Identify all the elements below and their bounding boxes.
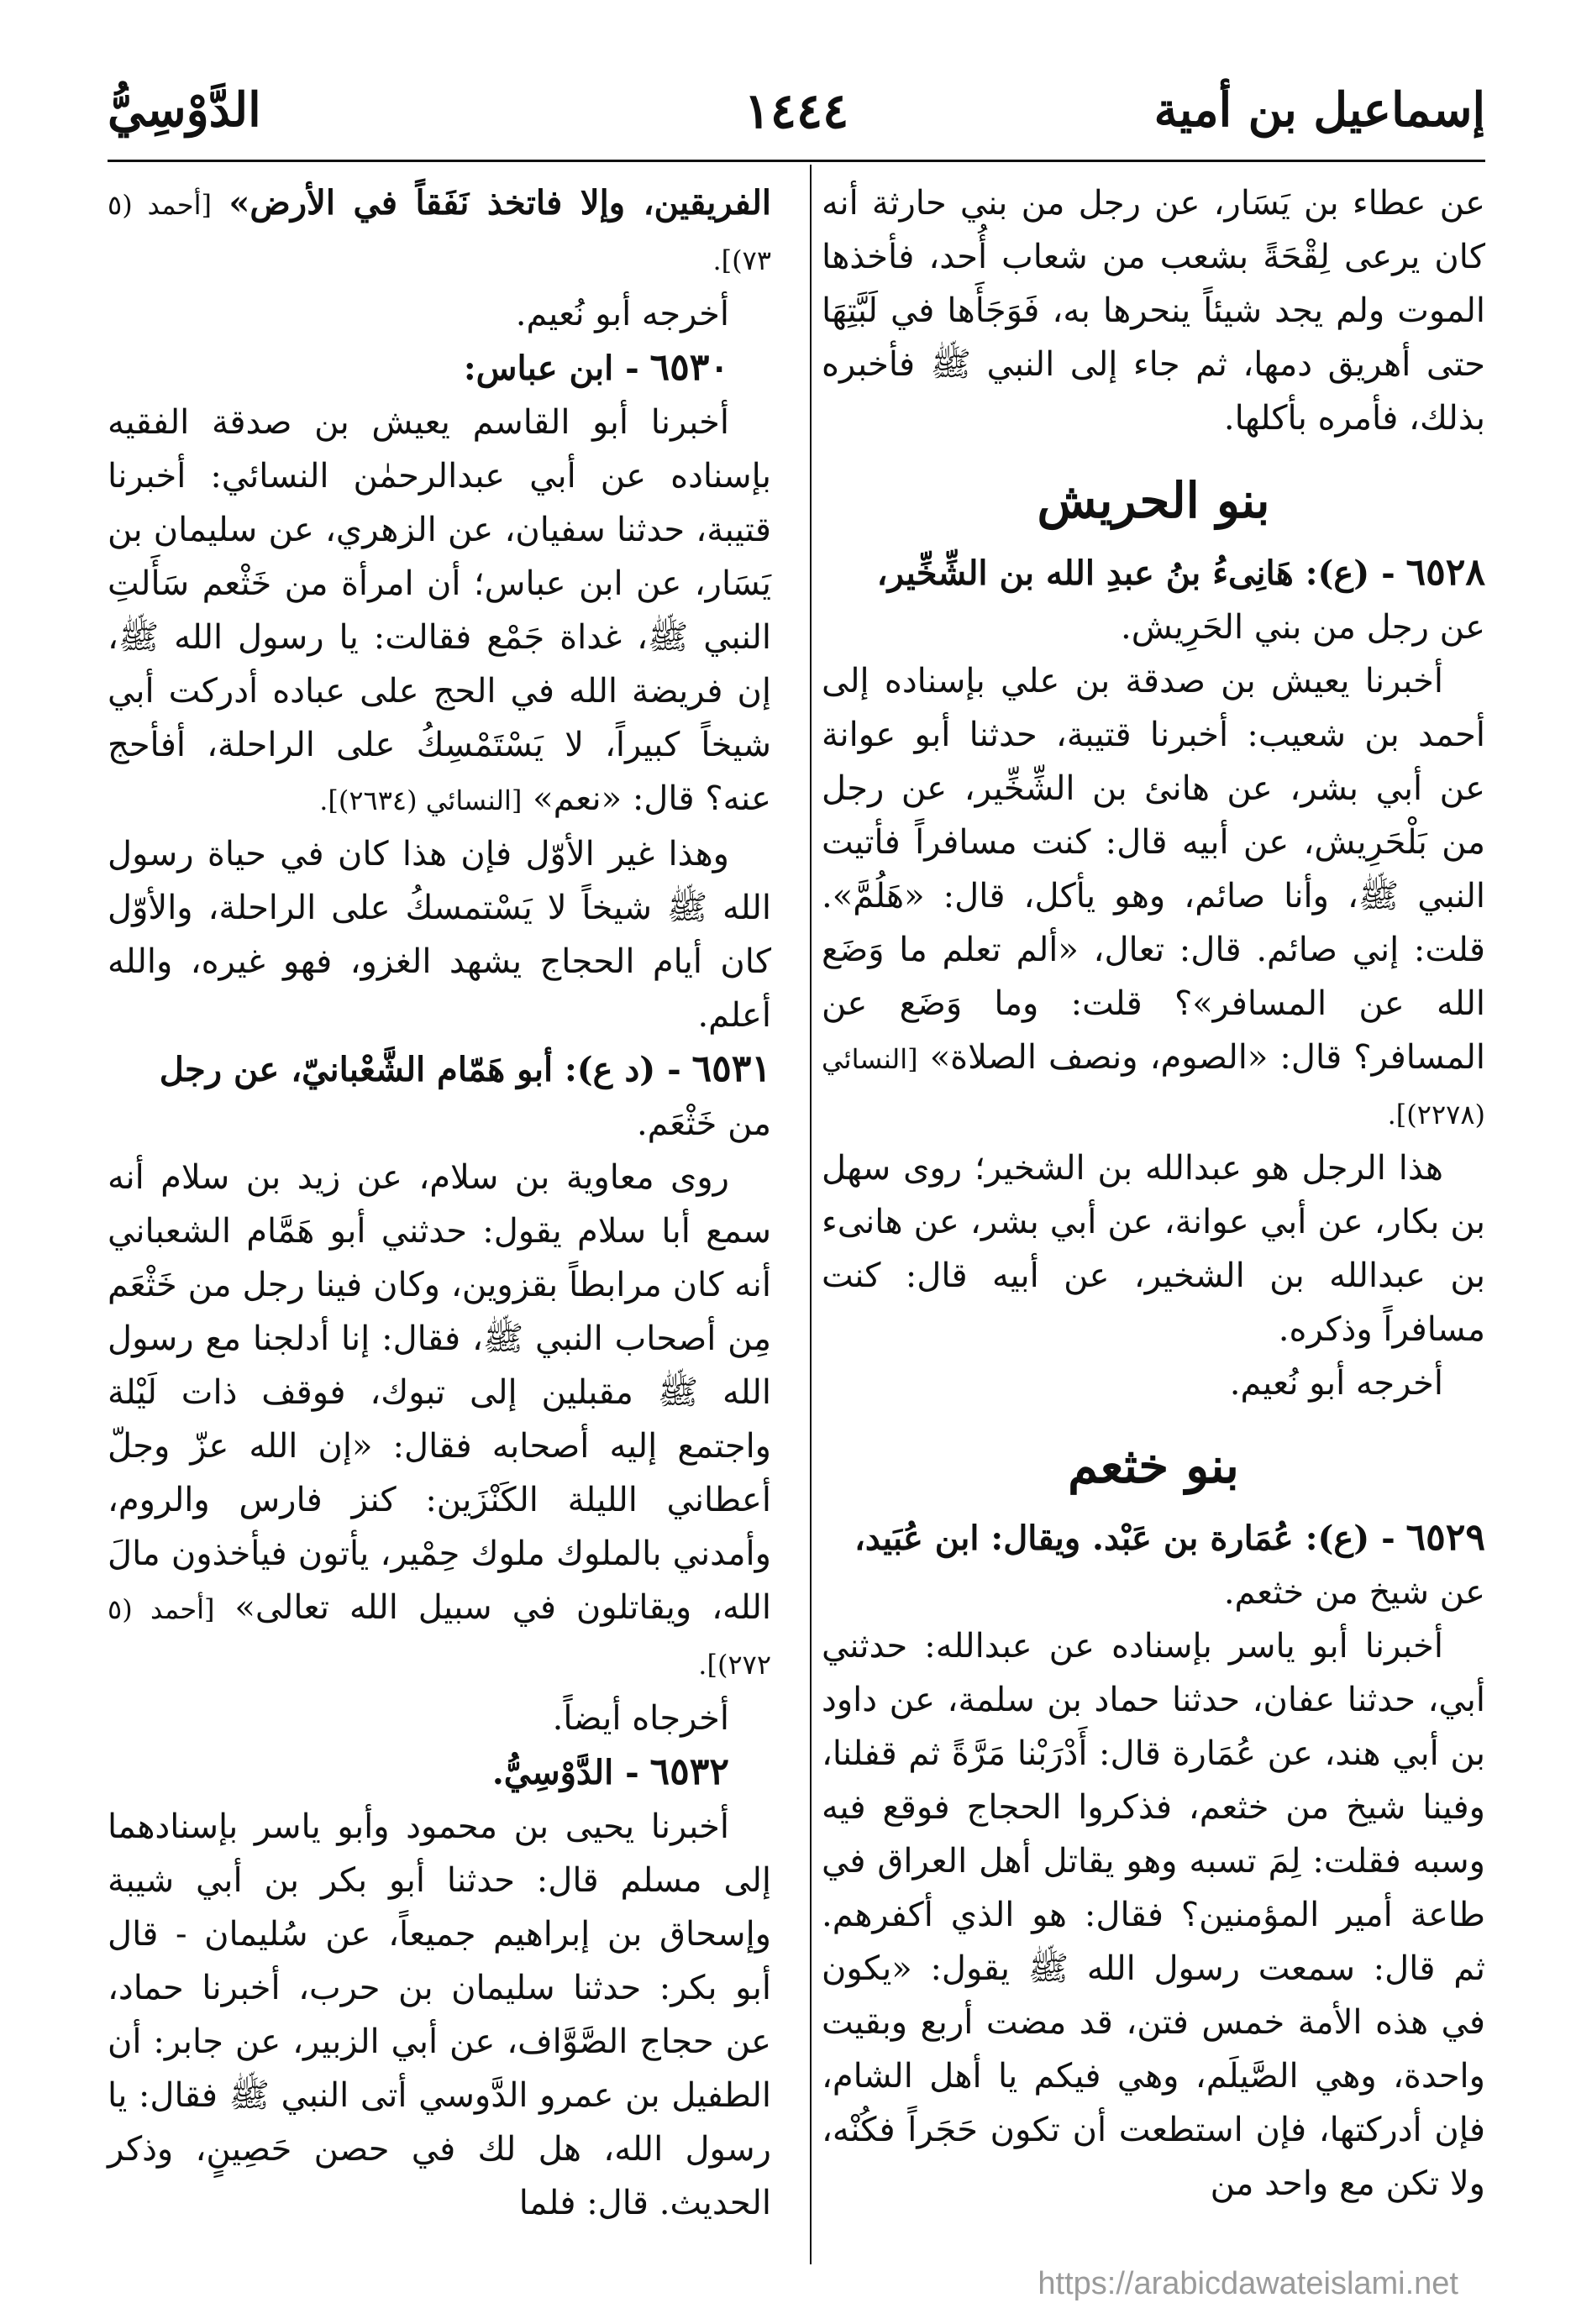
page-number: ١٤٤٤ — [743, 82, 849, 139]
header-book-section: إسماعيل بن أمية — [1153, 82, 1485, 138]
watermark-url: https://arabicdawateislami.net — [1038, 2266, 1458, 2301]
hadith-reference: [النسائي (٢٢٧٨)]. — [822, 1043, 1485, 1131]
right-column — [822, 176, 1485, 2211]
entry-6528-note: هذا الرجل هو عبدالله بن الشخير؛ روى سهل بن بكار، عن أبي عوانة، عن أبي بشر، عن هانىء بن عبدالله بن الشخير، عن أبيه قال: كنت مسافراً وذكره. — [822, 1149, 1486, 1349]
left-column — [108, 176, 771, 2230]
hadith-text: أخبرنا أبو القاسم يعيش بن صدقة الفقيه بإسناده عن أبي عبدالرحمٰن النسائي: أخبرنا قتيبة، حدثنا سفيان، عن الزهري، عن سليمان بن يَسَار، عن ابن عباس؛ أن امرأة من خَثْعم سَأَلتِ النبي ﷺ، غداة جَمْع فقالت: يا رسول الله ﷺ، إن فريضة الله في الحج على عباده أدركت أبي شيخاً كبيراً، لا يَسْتَمْسِكُ على الراحلة، أفأحج عنه؟ قال: «نعم» — [108, 403, 771, 818]
header-entry-name: الدَّوْسِيُّ — [108, 82, 261, 138]
entry-6531-takhrij: أخرجاه أيضاً. — [552, 1699, 729, 1738]
entry-number: ٦٥٢٩ — [1405, 1516, 1485, 1559]
section-heading-banu-hurish: بنو الحريش — [1037, 472, 1270, 529]
section-heading-banu-khatham: بنو خثعم — [1068, 1437, 1239, 1494]
entry-6530-hadith — [108, 396, 771, 827]
entry-6529-subline: عن شيخ من خثعم. — [1223, 1573, 1485, 1612]
entry-title: - (ع): عُمَارة بن عَبْد. ويقال: ابن عُبَيد، — [854, 1519, 1395, 1558]
hadith-reference: [النسائي (٢٦٣٤)]. — [319, 784, 523, 816]
entry-title: - ابن عباس: — [463, 349, 639, 388]
entry-6528-takhrij: أخرجه أبو نُعيم. — [1229, 1364, 1443, 1403]
continued-paragraph — [108, 176, 771, 287]
hadith-reference: [أحمد (٥ ٢٧٢)]. — [108, 1593, 771, 1681]
continued-takhrij: أخرجه أبو نُعيم. — [515, 295, 729, 333]
entry-6532-hadith: أخبرنا يحيى بن محمود وأبو ياسر بإسنادهما إلى مسلم قال: حدثنا أبو بكر بن أبي شيبة وإسحاق بن إبراهيم جميعاً، عن سُليمان - قال أبو بكر: حدثنا سليمان بن حرب، أخبرنا حماد، عن حجاج الصَّوَّاف، عن أبي الزبير، عن جابر: أن الطفيل بن عمرو الدَّوسي أتى النبي ﷺ فقال: يا رسول الله، هل لك في حصن حَصِينٍ، وذكر الحديث. قال: فلما — [108, 1807, 771, 2222]
entry-title: - (ع): هَانِىءُ بنُ عبدِ الله بن الشِّخِّير، — [876, 553, 1395, 593]
hadith-text: الفريقين، وإلا فاتخذ نَفَقاً في الأرض» — [229, 183, 771, 223]
hadith-text: أخبرنا يعيش بن صدقة بن علي بإسناده إلى أحمد بن شعيب: أخبرنا قتيبة، حدثنا أبو عوانة عن أبي بشر، عن هانئ بن الشِّخِّير، عن رجل من بَلْحَرِيش، عن أبيه قال: كنت مسافراً فأتيت النبي ﷺ، وأنا صائم، وهو يأكل، قال: «هَلُمَّ». قلت: إني صائم. قال: تعال، «ألم تعلم ما وَضَع الله عن المسافر»؟ قلت: وما وَضَع عن المسافر؟ قال: «الصوم، ونصف الصلاة» — [822, 662, 1485, 1077]
entry-6530-note: وهذا غير الأوّل فإن هذا كان في حياة رسول الله ﷺ شيخاً لا يَسْتمسكُ على الراحلة، والأوّل كان أيام الحجاج يشهد الغزو، فهو غيره، والله أعلم. — [108, 835, 771, 1035]
entry-6531-hadith — [108, 1151, 771, 1692]
entry-number: ٦٥٣٠ — [649, 346, 729, 389]
entry-6529-hadith: أخبرنا أبو ياسر بإسناده عن عبدالله: حدثني أبي، حدثنا عفان، حدثنا حماد بن سلمة، عن داود بن أبي هند، عن عُمَارة قال: أَدْرَبْنا مَرَّةً ثم قفلنا، وفينا شيخ من خثعم، فذكروا الحجاج فوقع فيه وسبه فقلت: لِمَ تسبه وهو يقاتل أهل العراق في طاعة أمير المؤمنين؟ فقال: هو الذي أكفرهم. ثم قال: سمعت رسول الله ﷺ يقول: «يكون في هذه الأمة خمس فتن، قد مضت أربع وبقيت واحدة، وهي الصَّيلَم، وهي فيكم يا أهل الشام، فإن أدركتها، فإن استطعت أن تكون حَجَراً فكُنْه، ولا تكن مع واحد من — [822, 1627, 1485, 2203]
entry-6530-heading — [108, 341, 771, 396]
entry-6528-hadith — [822, 654, 1485, 1141]
entry-6532-heading — [108, 1745, 771, 1800]
entry-6528-heading — [822, 546, 1485, 601]
entry-6529-heading — [822, 1511, 1485, 1566]
hadith-reference: [أحمد (٥ ٧٣)]. — [108, 189, 771, 276]
entry-6531-heading — [108, 1042, 771, 1097]
entry-6528-subline: عن رجل من بني الحَرِيش. — [1121, 608, 1485, 647]
intro-paragraph: عن عطاء بن يَسَار، عن رجل من بني حارثة أنه كان يرعى لِقْحَةً بشعب من شعاب أُحد، فأخذها الموت ولم يجد شيئاً ينحرها به، فَوَجَأَها في لَبَّتِهَا حتى أهريق دمها، ثم جاء إلى النبي ﷺ فأخبره بذلك، فأمره بأكلها. — [822, 184, 1485, 438]
entry-title: - الدَّوْسِيُّ. — [491, 1753, 639, 1792]
header-rule — [108, 160, 1485, 162]
hadith-text: روى معاوية بن سلام، عن زيد بن سلام أنه سمع أبا سلام يقول: حدثني أبو هَمَّام الشعباني أنه كان مرابطاً بقزوين، وكان فينا رجل من خَثْعَم مِن أصحاب النبي ﷺ، فقال: إنا أدلجنا مع رسول الله ﷺ مقبلين إلى تبوك، فوقف ذات لَيْلة واجتمع إليه أصحابه فقال: «إن الله عزّ وجلّ أعطاني الليلة الكَنْزَين: كنز فارس والروم، وأمدني بالملوك ملوك حِمْير، يأتون فيأخذون مالَ الله، ويقاتلون في سبيل الله تعالى» — [108, 1158, 771, 1627]
entry-number: ٦٥٣١ — [691, 1047, 771, 1090]
running-header — [108, 82, 1485, 158]
entry-number: ٦٥٣٢ — [649, 1750, 729, 1793]
entry-number: ٦٥٢٨ — [1405, 551, 1485, 594]
entry-title: - (د ع): أبو هَمّام الشَّعْبانيّ، عن رجل — [159, 1050, 681, 1089]
column-divider — [810, 165, 812, 2264]
entry-6531-subline: من خَثْعَم. — [636, 1104, 771, 1143]
